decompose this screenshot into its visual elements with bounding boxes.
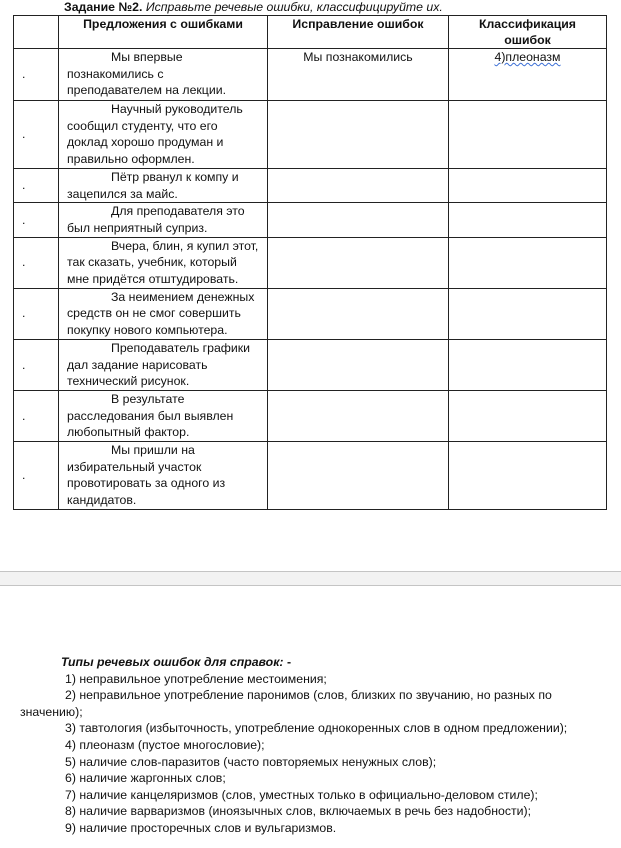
sentence-text: Вчера, блин, я купил этот, так сказать, учебник, который мне придётся отштудировать.: [67, 238, 259, 287]
row-number: .: [14, 168, 59, 202]
sentence-text: Мы впервые познакомились с преподавателем на лекции.: [67, 50, 226, 98]
row-number: .: [14, 203, 59, 237]
task-instruction: Исправьте речевые ошибки, классифицируйте их.: [142, 0, 443, 14]
class-cell[interactable]: [449, 203, 607, 237]
class-cell[interactable]: [449, 390, 607, 441]
fix-cell[interactable]: Мы познакомились: [268, 49, 449, 101]
header-num: [14, 16, 59, 49]
sentence-cell[interactable]: [59, 168, 268, 202]
sentence-cell[interactable]: [59, 442, 268, 510]
class-cell[interactable]: [449, 442, 607, 510]
fix-cell[interactable]: [268, 288, 449, 339]
reference-item: 6) наличие жаргонных слов;: [65, 771, 226, 786]
sentence-text: Мы пришли на избирательный участок провотировать за одного из кандидатов.: [67, 443, 226, 508]
row-number: .: [14, 442, 59, 510]
reference-item: 4) плеоназм (пустое многословие);: [65, 737, 265, 752]
row-number: .: [14, 339, 59, 390]
row-number: .: [14, 390, 59, 441]
sentence-cell[interactable]: [59, 390, 268, 441]
reference-item: 1) неправильное употребление местоимения;: [65, 671, 327, 686]
sentence-cell[interactable]: [59, 288, 268, 339]
task-title: [64, 0, 443, 15]
reference-item: 7) наличие канцеляризмов (слов, уместных только в официально-деловом стиле);: [65, 787, 538, 802]
sentence-cell[interactable]: [59, 237, 268, 288]
sentence-text: За неимением денежных средств он не смог совершить покупку нового компьютера.: [67, 289, 255, 338]
row-number: .: [14, 288, 59, 339]
table-row: [14, 168, 607, 202]
reference-title-text: Типы речевых ошибок для справок:: [61, 655, 287, 669]
class-cell[interactable]: [449, 288, 607, 339]
fix-cell[interactable]: [268, 101, 449, 169]
sentence-text: Научный руководитель сообщил студенту, что его доклад хорошо продуман и правильно оформлен.: [67, 102, 243, 167]
reference-item: 2) неправильное употребление паронимов (слов, близких по звучанию, но разных по значению);: [20, 688, 552, 719]
reference-item: 3) тавтология (избыточность, употребление однокоренных слов в одном предложении);: [65, 721, 568, 736]
table-row: [14, 101, 607, 169]
sentence-cell[interactable]: [59, 101, 268, 169]
header-class: Классификация ошибок: [449, 16, 607, 49]
row-number: .: [14, 49, 59, 101]
table-row: [14, 442, 607, 510]
table-header: [14, 16, 607, 49]
row-number: .: [14, 101, 59, 169]
sentence-text: Преподаватель графики дал задание нарисовать технический рисунок.: [67, 340, 251, 389]
sentence-text: Пётр рванул к компу и зацепился за майс.: [67, 169, 239, 201]
sentence-text: Для преподавателя это был неприятный суприз.: [67, 204, 245, 235]
reference-item: 9) наличие просторечных слов и вульгаризмов.: [65, 820, 337, 835]
reference-item: 8) наличие варваризмов (иноязычных слов, включаемых в речь без надобности);: [65, 804, 532, 819]
sentence-text: В результате расследования был выявлен любопытный фактор.: [67, 391, 234, 440]
fix-cell[interactable]: [268, 168, 449, 202]
reference-item: 5) наличие слов-паразитов (часто повторяемых ненужных слов);: [65, 754, 437, 769]
reference-title-dash: -: [286, 655, 292, 669]
class-cell[interactable]: [449, 339, 607, 390]
header-fix: Исправление ошибок: [268, 16, 449, 49]
fix-cell[interactable]: [268, 442, 449, 510]
header-sentences: Предложения с ошибками: [59, 16, 268, 49]
table-row: [14, 339, 607, 390]
fix-cell[interactable]: [268, 339, 449, 390]
class-text: 4)плеоназм: [494, 50, 561, 64]
table-row: [14, 288, 607, 339]
class-cell[interactable]: [449, 237, 607, 288]
sentence-cell[interactable]: [59, 49, 268, 101]
table-row: [14, 49, 607, 101]
row-number: .: [14, 237, 59, 288]
fix-cell[interactable]: [268, 390, 449, 441]
fix-cell[interactable]: [268, 203, 449, 237]
class-cell[interactable]: [449, 168, 607, 202]
sentence-cell[interactable]: [59, 203, 268, 237]
class-cell[interactable]: [449, 49, 607, 101]
reference-title: [20, 654, 600, 671]
task-label: Задание №2.: [64, 0, 143, 14]
errors-table: [13, 15, 607, 510]
fix-cell[interactable]: [268, 237, 449, 288]
reference-list: [20, 654, 600, 837]
table-row: [14, 237, 607, 288]
table-row: [14, 390, 607, 441]
table-row: [14, 203, 607, 237]
page-break: [0, 571, 621, 586]
sentence-cell[interactable]: [59, 339, 268, 390]
class-cell[interactable]: [449, 101, 607, 169]
